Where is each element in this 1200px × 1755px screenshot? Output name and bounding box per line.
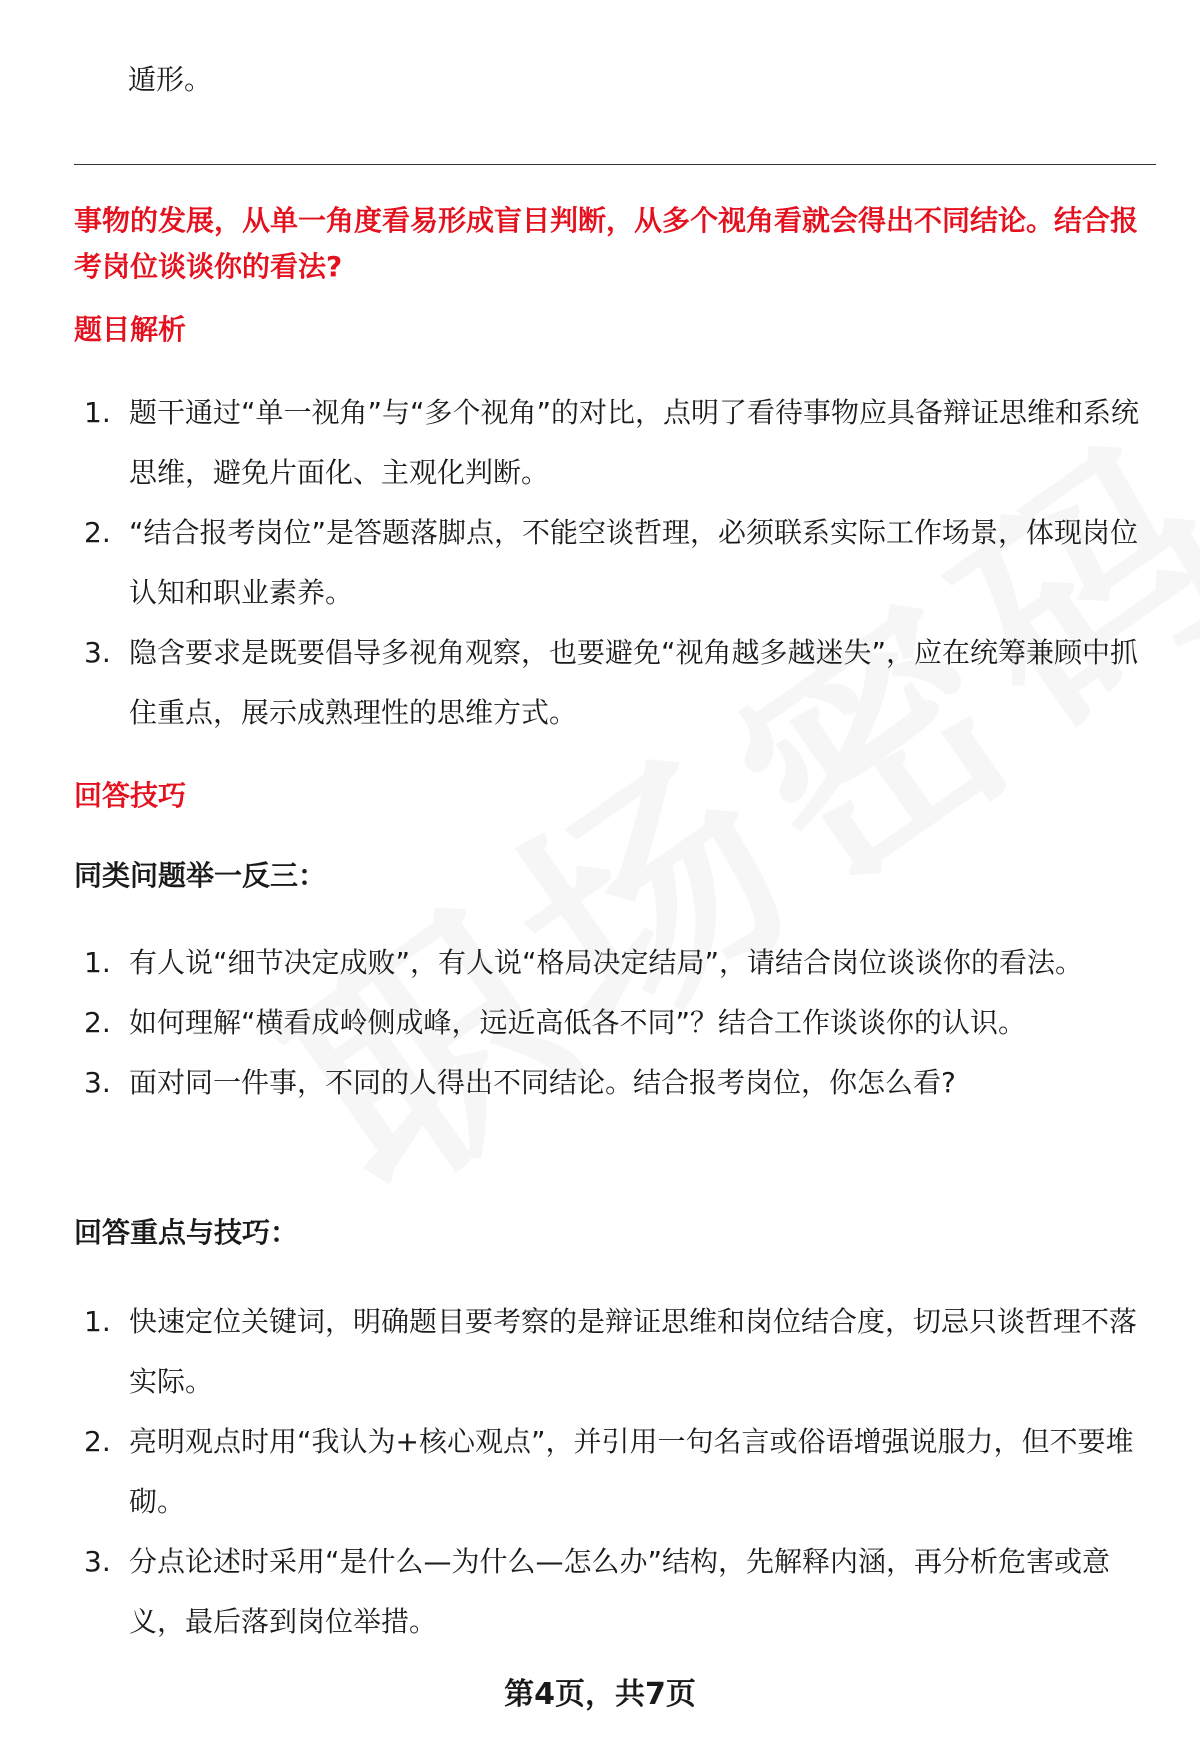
- list-number: 1.: [84, 946, 111, 979]
- analysis-title: 题目解析: [74, 313, 187, 346]
- list-number: 2.: [84, 1425, 111, 1458]
- list-item: [74, 1532, 1156, 1652]
- list-text: 快速定位关键词，明确题目要考察的是辩证思维和岗位结合度，切忌只谈哲理不落实际。: [129, 1305, 1138, 1398]
- page-footer: 第4页，共7页: [504, 1677, 696, 1712]
- list-number: 1.: [84, 396, 111, 429]
- list-item: [74, 993, 1156, 1053]
- top-fragment: 遁形。: [128, 63, 213, 96]
- divider: [74, 164, 1156, 165]
- list-text: 面对同一件事，不同的人得出不同结论。结合报考岗位，你怎么看?: [129, 1066, 956, 1099]
- list-item: [74, 1053, 1156, 1113]
- list-item: [74, 503, 1156, 623]
- list-text: 如何理解“横看成岭侧成峰，远近高低各不同”？结合工作谈谈你的认识。: [129, 1006, 1027, 1039]
- list-item: [74, 623, 1156, 743]
- list-text: 隐含要求是既要倡导多视角观察，也要避免“视角越多越迷失”，应在统筹兼顾中抓住重点，展示成熟理性的思维方式。: [129, 636, 1139, 729]
- key-points-title: 回答重点与技巧：: [74, 1216, 299, 1249]
- list-number: 1.: [84, 1305, 111, 1338]
- list-text: “结合报考岗位”是答题落脚点，不能空谈哲理，必须联系实际工作场景，体现岗位认知和职业素养。: [129, 516, 1139, 609]
- analysis-list: [74, 383, 1156, 743]
- list-number: 2.: [84, 516, 111, 549]
- list-item: [74, 1292, 1156, 1412]
- list-number: 3.: [84, 1066, 111, 1099]
- tips-title: 回答技巧: [74, 779, 187, 812]
- list-item: [74, 933, 1156, 993]
- list-text: 题干通过“单一视角”与“多个视角”的对比，点明了看待事物应具备辩证思维和系统思维，避免片面化、主观化判断。: [129, 396, 1140, 489]
- key-points-list: [74, 1292, 1156, 1652]
- list-text: 分点论述时采用“是什么—为什么—怎么办”结构，先解释内涵，再分析危害或意义，最后落到岗位举措。: [129, 1545, 1111, 1638]
- list-number: 3.: [84, 636, 111, 669]
- similar-questions-title: 同类问题举一反三：: [74, 859, 327, 892]
- list-number: 2.: [84, 1006, 111, 1039]
- list-text: 亮明观点时用“我认为+核心观点”，并引用一句名言或俗语增强说服力，但不要堆砌。: [129, 1425, 1134, 1518]
- list-item: [74, 1412, 1156, 1532]
- list-text: 有人说“细节决定成败”，有人说“格局决定结局”，请结合岗位谈谈你的看法。: [129, 946, 1084, 979]
- list-item: [74, 383, 1156, 503]
- question-heading: 事物的发展，从单一角度看易形成盲目判断，从多个视角看就会得出不同结论。结合报考岗位谈谈你的看法?: [74, 204, 1139, 283]
- list-number: 3.: [84, 1545, 111, 1578]
- similar-questions-list: [74, 933, 1156, 1113]
